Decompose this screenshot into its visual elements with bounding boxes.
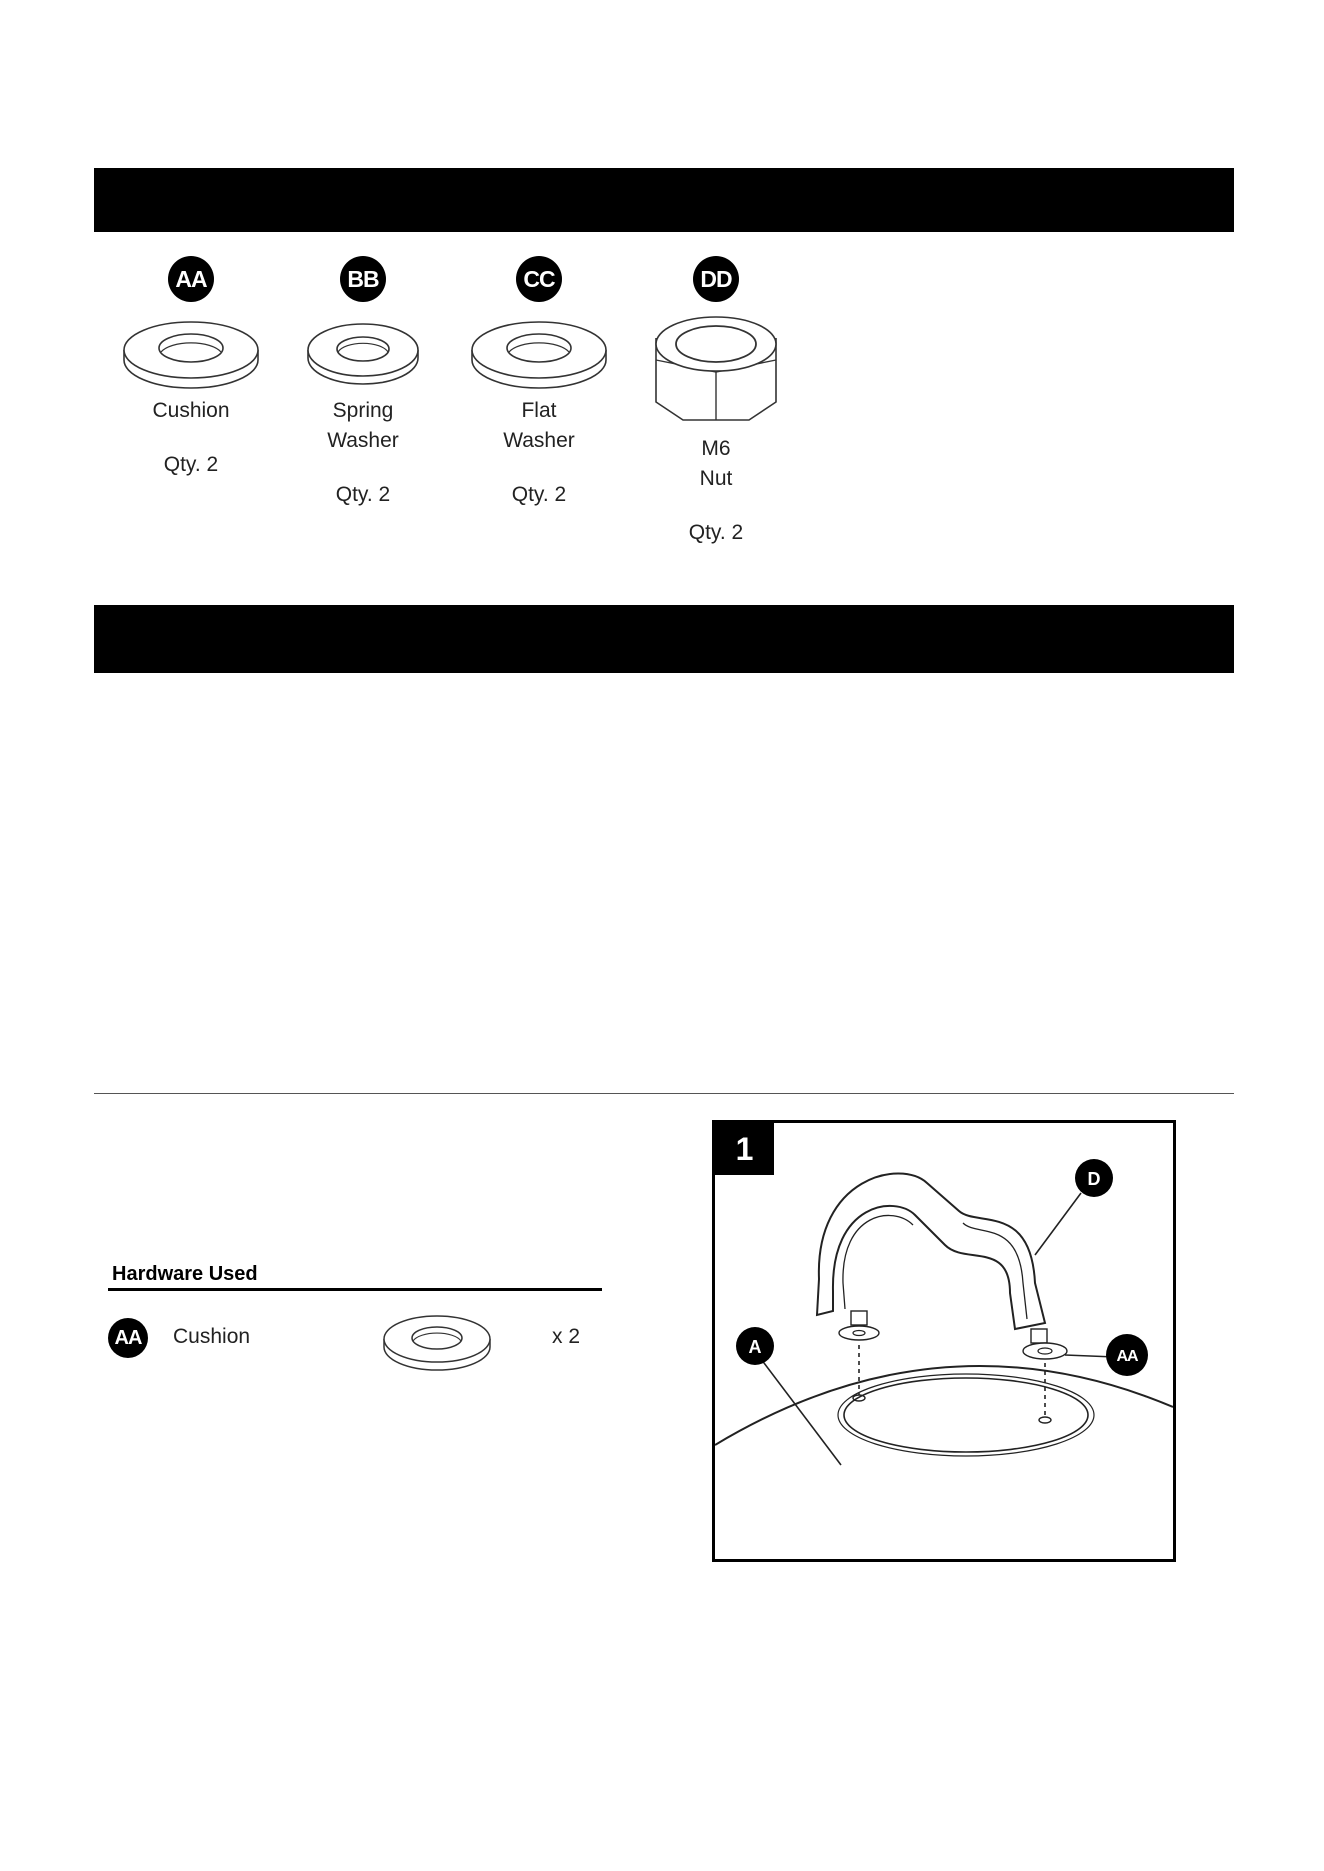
flat-washer-icon bbox=[469, 314, 609, 390]
part-name bbox=[626, 434, 806, 494]
part-dd bbox=[626, 256, 806, 548]
part-name-line: Nut bbox=[699, 467, 733, 490]
cushion-washer-icon bbox=[121, 314, 261, 390]
part-name-line: Spring bbox=[332, 399, 394, 422]
hardware-used-underline bbox=[108, 1288, 602, 1291]
callout-label-aa: AA bbox=[1116, 1348, 1138, 1365]
hardware-used-title: Hardware Used bbox=[112, 1263, 258, 1285]
part-name-line: Washer bbox=[327, 429, 399, 452]
hex-nut-icon bbox=[653, 314, 779, 426]
part-name-line: M6 bbox=[701, 437, 731, 460]
part-badge: CC bbox=[516, 256, 562, 302]
section-divider bbox=[94, 1093, 1234, 1094]
part-name bbox=[449, 396, 629, 456]
step-number: 1 bbox=[715, 1123, 774, 1175]
part-qty: Qty. 2 bbox=[335, 483, 391, 506]
callout-label-d: D bbox=[1087, 1169, 1101, 1189]
part-badge: AA bbox=[168, 256, 214, 302]
part-name-line: Washer bbox=[503, 429, 575, 452]
part-aa bbox=[101, 256, 281, 480]
part-qty: Qty. 2 bbox=[688, 521, 744, 544]
callout-label-a: A bbox=[748, 1337, 762, 1357]
part-name-line: Flat bbox=[521, 399, 557, 422]
part-name bbox=[273, 396, 453, 456]
part-badge: DD bbox=[693, 256, 739, 302]
part-qty: Qty. 2 bbox=[511, 483, 567, 506]
part-name-line: Cushion bbox=[152, 399, 230, 422]
handle-assembly-diagram bbox=[715, 1123, 1173, 1559]
part-badge: BB bbox=[340, 256, 386, 302]
section-header-bar-assembly bbox=[94, 605, 1234, 673]
spring-washer-icon bbox=[305, 314, 421, 390]
part-qty: Qty. 2 bbox=[163, 453, 219, 476]
step-1-illustration bbox=[712, 1120, 1176, 1562]
hardware-count: x 2 bbox=[552, 1325, 581, 1348]
part-bb bbox=[273, 256, 453, 510]
hardware-name: Cushion bbox=[173, 1325, 251, 1348]
section-header-bar-hardware bbox=[94, 168, 1234, 232]
part-name bbox=[101, 396, 281, 426]
hardware-badge: AA bbox=[108, 1318, 148, 1358]
cushion-washer-icon bbox=[381, 1311, 493, 1373]
part-cc bbox=[449, 256, 629, 510]
